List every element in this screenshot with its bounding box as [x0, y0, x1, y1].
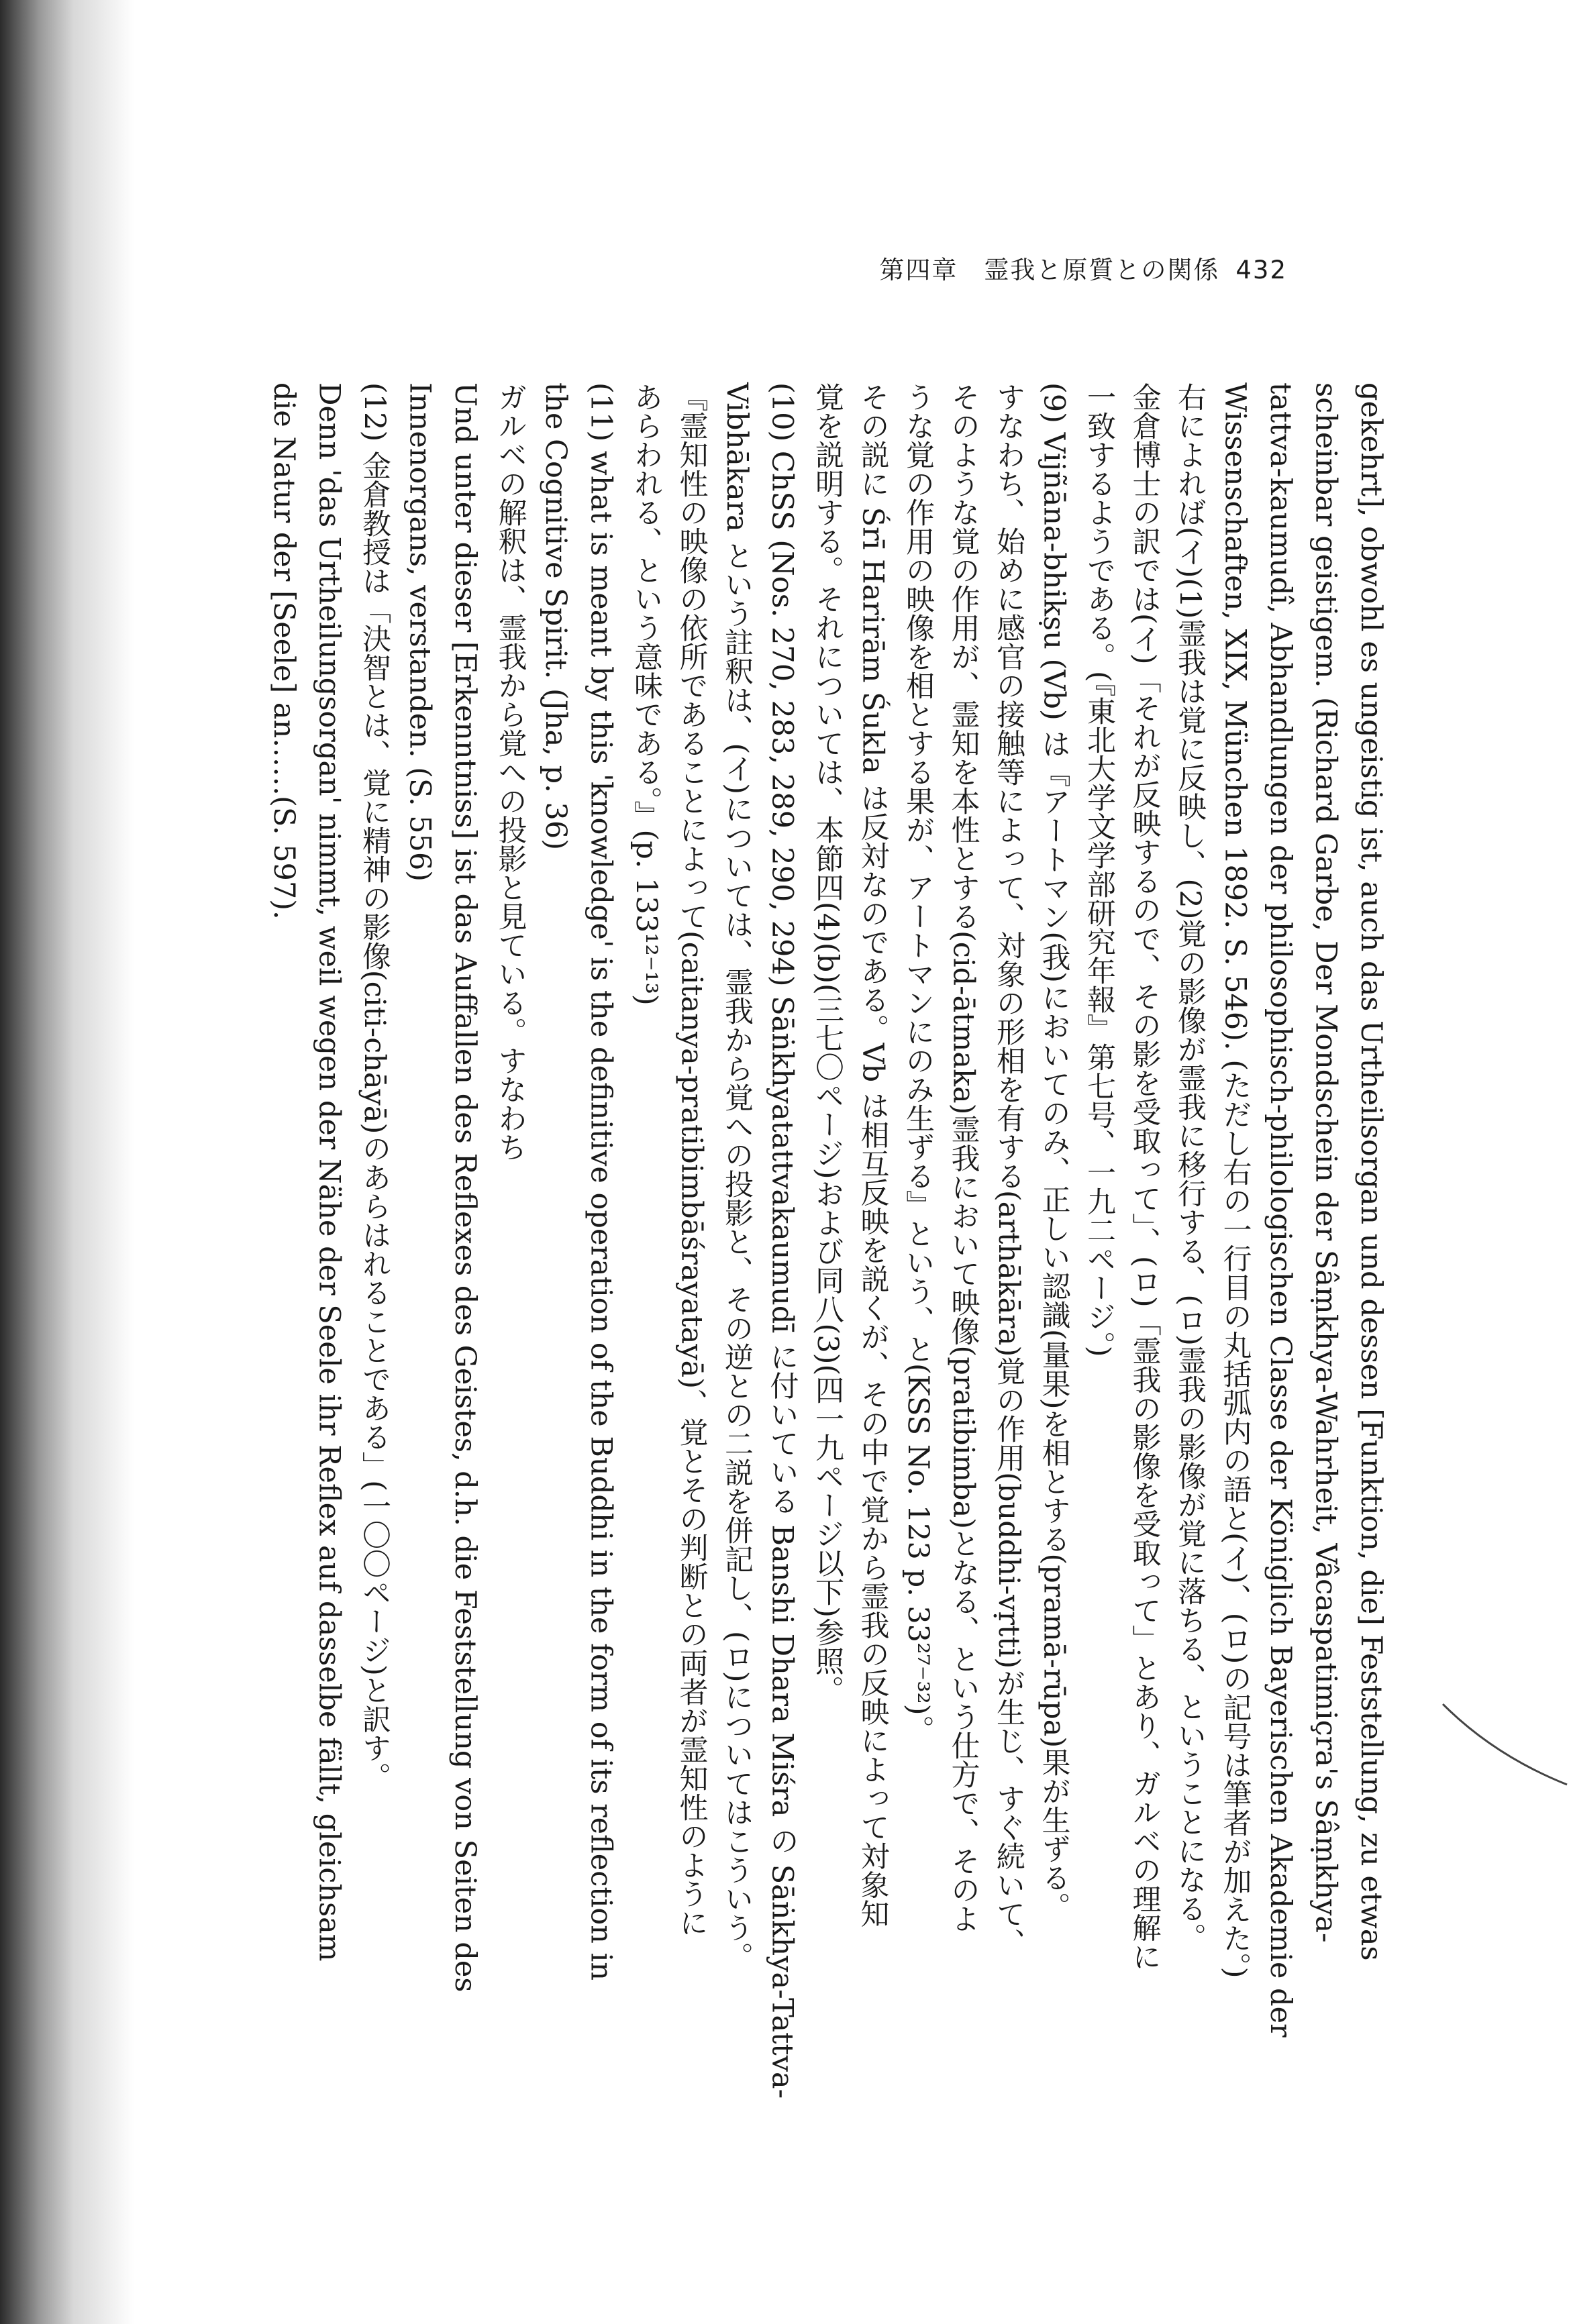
- running-head: [879, 250, 1287, 286]
- note-10-line: (10) ChSS (Nos. 270, 283, 289, 290, 294) Sāṅkhyatattvakaumudī に付いている Banshi Dhara Miśra の Sāṅkhya-Tattva-: [765, 382, 799, 2099]
- text-line: 覚を説明する。それについては、本節四(4)(b)(三七〇ページ)および同八(3)(四一九ページ以下)参照。: [811, 382, 844, 1705]
- text-line: 右によれば(イ)(1)霊我は覚に反映し、(2)覚の影像が霊我に移行する、(ロ)霊我の影像が覚に落ちる、ということになる。: [1173, 382, 1207, 1952]
- text-line: Und unter dieser [Erkenntniss] ist das Auffallen des Reflexes des Geistes, d.h. die Feststellung von Seiten des: [448, 382, 482, 1993]
- text-line: 『霊知性の映像の依所であることによって(caitanya-pratibimbāśrayatayā)、覚とその判断との両者が霊知性のように: [674, 382, 709, 1938]
- text-line: すなわち、始めに感官の接触等によって、対象の形相を有する(arthākāra)覚の作用(buddhi-vṛtti)が生じ、すぐ続いて、: [992, 382, 1025, 1958]
- text-line: gekehrt], obwohl es ungeistig ist, auch das Urtheilsorgan und dessen [Funktion, die] Feststellung, zu etwas: [1354, 382, 1388, 1961]
- text-line: そのような覚の作用が、霊知を本性とする(cid-ātmaka)霊我において映像(pratibimba)となる、という仕方で、そのよ: [946, 382, 980, 1933]
- text-line: the Cognitive Spirit. (Jha, p. 36): [539, 382, 572, 850]
- text-line: ガルベの解釈は、霊我から覚への投影と見ている。すなわち: [493, 382, 527, 1161]
- text-line: 金倉博士の訳では(イ)「それが反映するので、その影を受取って」、(ロ)「霊我の影像を受取って」とあり、ガルベの理解に: [1127, 382, 1162, 1971]
- pen-stroke-mark: [1436, 1697, 1569, 1791]
- text-line: うな覚の作用の映像を相とする果が、アートマンにのみ生ずる』という、と(KSS No. 123 p. 33²⁷⁻³²)。: [901, 382, 935, 1744]
- text-line: Denn 'das Urtheilungsorgan' nimmt, weil wegen der Nähe der Seele ihr Reflex auf dasselbe fällt, gleichsam: [312, 382, 346, 1962]
- body-text: [158, 382, 1393, 2100]
- text-line: Vibhākara という註釈は、(イ)については、霊我から覚への投影と、その逆との二説を併記し、(ロ)についてはこういう。: [720, 382, 754, 1971]
- text-line: あらわれる、という意味である。』(p. 133¹²⁻¹³): [629, 382, 663, 1006]
- page-number: 432: [1235, 256, 1287, 284]
- text-line: die Natur der [Seele] an……(S. 597).: [267, 382, 301, 920]
- text-line: tattva-kaumudî, Abhandlungen der philosophisch-philologischen Classe der Königlich Bayerischen Akademie der: [1264, 382, 1297, 2038]
- text-line: その説に Śrī Harirām Śukla は反対なのである。Vb は相互反映を説くが、その中で覚から霊我の反映によって対象知: [856, 382, 890, 1928]
- note-12-line: (12) 金倉教授は「決智とは、覚に精神の影像(citi-chāyā)のあらはれることである」(一〇〇ページ)と訳す。: [358, 382, 391, 1791]
- note-9-line: (9) Vijñāna-bhikṣu (Vb) は『アートマン(我)においてのみ、正しい認識(量果)を相とする(pramā-rūpa)果が生ずる。: [1037, 382, 1071, 1921]
- binding-shadow: [0, 0, 134, 2324]
- text-line: Innenorgans, verstanden. (S. 556): [403, 382, 437, 882]
- chapter-title: 第四章 霊我と原質との関係: [879, 256, 1220, 284]
- text-line: scheinbar geistigem. (Richard Garbe, Der Mondschein der Sâṃkhya-Wahrheit, Vâcaspatimiçra's Sâṃkhya-: [1309, 382, 1343, 1943]
- text-line: Wissenschaften, XIX, München 1892. S. 546). (ただし右の一行目の丸括弧内の語と(イ)、(ロ)の記号は筆者が加えた。): [1218, 382, 1252, 1978]
- text-line: 一致するようである。(『東北大学文学部研究年報』第七号、一九二ページ。): [1082, 382, 1116, 1357]
- note-11-line: (11) what is meant by this 'knowledge' is the definitive operation of the Buddhi in the form of its reflection in: [584, 382, 618, 1981]
